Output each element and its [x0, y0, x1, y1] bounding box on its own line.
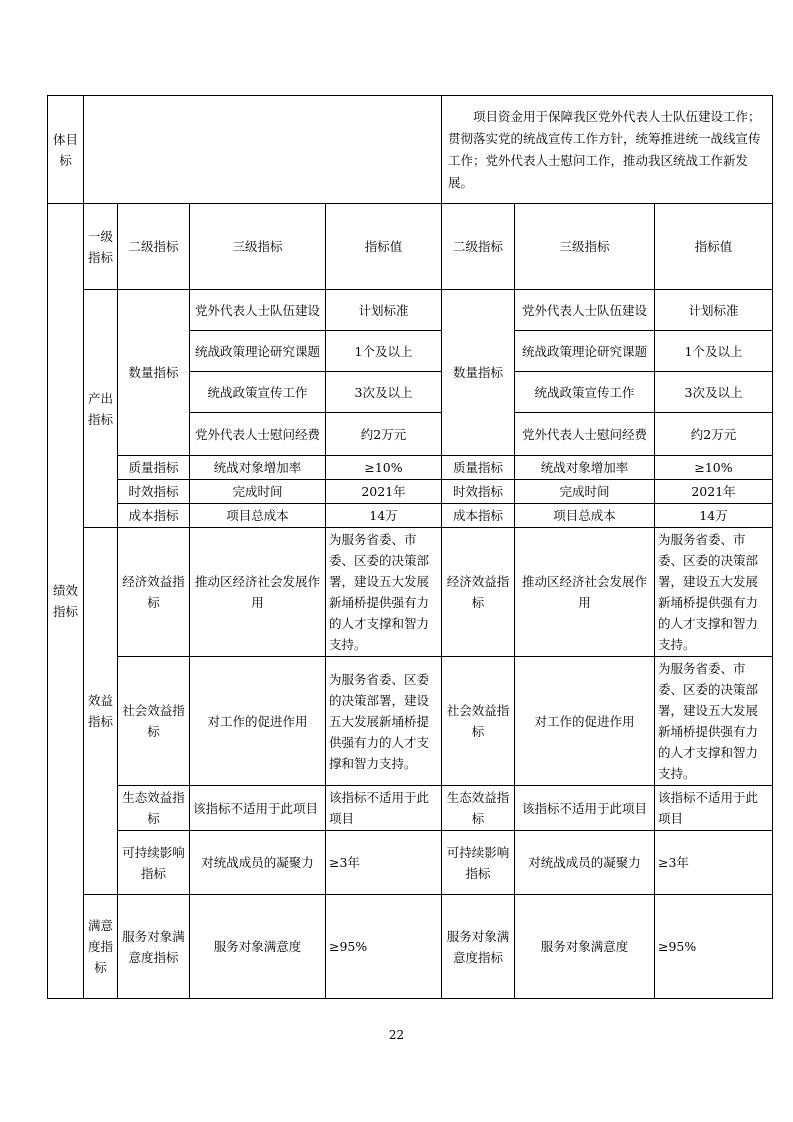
quantity-value-left: 计划标准 — [326, 290, 442, 331]
social-indicator-right: 对工作的促进作用 — [515, 657, 655, 786]
quality-indicator-right: 统战对象增加率 — [515, 456, 655, 480]
economic-label-left: 经济效益指标 — [118, 528, 190, 657]
table-row — [48, 480, 773, 504]
header-level2-left: 二级指标 — [118, 204, 190, 290]
table-row — [48, 290, 773, 331]
sustainable-indicator-left: 对统战成员的凝聚力 — [190, 831, 326, 895]
satisfaction-label-right: 服务对象满意度指标 — [442, 895, 515, 999]
header-level3-right: 三级指标 — [515, 204, 655, 290]
header-level3-left: 三级指标 — [190, 204, 326, 290]
overall-target-left-cell — [84, 96, 442, 204]
header-value-left: 指标值 — [326, 204, 442, 290]
quality-value-right: ≥10% — [655, 456, 773, 480]
economic-value-left: 为服务省委、市委、区委的决策部署，建设五大发展新埇桥提供强有力的人才支撑和智力支持。 — [326, 528, 442, 657]
quantity-indicator-left: 统战政策宣传工作 — [190, 372, 326, 413]
page-number: 22 — [388, 1028, 405, 1042]
timeliness-indicator-left: 完成时间 — [190, 480, 326, 504]
timeliness-indicator-right: 完成时间 — [515, 480, 655, 504]
social-indicator-left: 对工作的促进作用 — [190, 657, 326, 786]
ecological-value-right: 该指标不适用于此项目 — [655, 786, 773, 831]
table-row — [48, 504, 773, 528]
overall-target-right-cell: 项目资金用于保障我区党外代表人士队伍建设工作；贯彻落实党的统战宣传工作方针，统筹推进统一战线宣传工作；党外代表人士慰问工作，推动我区统战工作新发展。 — [442, 96, 773, 204]
satisfaction-indicator-left: 服务对象满意度 — [190, 895, 326, 999]
quality-label-right: 质量指标 — [442, 456, 515, 480]
sustainable-indicator-right: 对统战成员的凝聚力 — [515, 831, 655, 895]
table-row — [48, 831, 773, 895]
quantity-value-left: 约2万元 — [326, 413, 442, 456]
quantity-label-right: 数量指标 — [442, 290, 515, 456]
social-value-right: 为服务省委、市委、区委的决策部署，建设五大发展新埇桥提供强有力的人才支撑和智力支持。 — [655, 657, 773, 786]
table-row — [48, 456, 773, 480]
economic-indicator-left: 推动区经济社会发展作用 — [190, 528, 326, 657]
ecological-label-left: 生态效益指标 — [118, 786, 190, 831]
quantity-indicator-left: 统战政策理论研究课题 — [190, 331, 326, 372]
cost-indicator-right: 项目总成本 — [515, 504, 655, 528]
economic-label-right: 经济效益指标 — [442, 528, 515, 657]
satisfaction-label-left: 服务对象满意度指标 — [118, 895, 190, 999]
header-row — [48, 204, 773, 290]
sustainable-label-left: 可持续影响指标 — [118, 831, 190, 895]
ecological-value-left: 该指标不适用于此项目 — [326, 786, 442, 831]
sustainable-label-right: 可持续影响指标 — [442, 831, 515, 895]
header-value-right: 指标值 — [655, 204, 773, 290]
satisfaction-indicator-label: 满意度指标 — [84, 895, 118, 999]
economic-value-right: 为服务省委、市委、区委的决策部署，建设五大发展新埇桥提供强有力的人才支撑和智力支持。 — [655, 528, 773, 657]
social-value-left: 为服务省委、区委的决策部署，建设五大发展新埇桥提供强有力的人才支撑和智力支持。 — [326, 657, 442, 786]
overall-target-row — [48, 96, 773, 204]
quantity-indicator-right: 党外代表人士队伍建设 — [515, 290, 655, 331]
quantity-indicator-right: 统战政策理论研究课题 — [515, 331, 655, 372]
timeliness-label-left: 时效指标 — [118, 480, 190, 504]
header-level2-right: 二级指标 — [442, 204, 515, 290]
ecological-indicator-left: 该指标不适用于此项目 — [190, 786, 326, 831]
performance-table — [47, 95, 773, 999]
table-row — [48, 657, 773, 786]
cost-value-left: 14万 — [326, 504, 442, 528]
perf-section-label: 绩效指标 — [48, 204, 84, 999]
quantity-value-left: 1个及以上 — [326, 331, 442, 372]
quantity-indicator-right: 统战政策宣传工作 — [515, 372, 655, 413]
economic-indicator-right: 推动区经济社会发展作用 — [515, 528, 655, 657]
quantity-label-left: 数量指标 — [118, 290, 190, 456]
social-label-left: 社会效益指标 — [118, 657, 190, 786]
quantity-value-right: 3次及以上 — [655, 372, 773, 413]
quantity-value-right: 约2万元 — [655, 413, 773, 456]
ecological-indicator-right: 该指标不适用于此项目 — [515, 786, 655, 831]
quantity-value-right: 计划标准 — [655, 290, 773, 331]
sustainable-value-left: ≥3年 — [326, 831, 442, 895]
table-row — [48, 786, 773, 831]
cost-indicator-left: 项目总成本 — [190, 504, 326, 528]
cost-value-right: 14万 — [655, 504, 773, 528]
quality-label-left: 质量指标 — [118, 456, 190, 480]
overall-target-label: 体目标 — [48, 96, 84, 204]
social-label-right: 社会效益指标 — [442, 657, 515, 786]
timeliness-label-right: 时效指标 — [442, 480, 515, 504]
timeliness-value-right: 2021年 — [655, 480, 773, 504]
table-row — [48, 528, 773, 657]
cost-label-right: 成本指标 — [442, 504, 515, 528]
satisfaction-value-left: ≥95% — [326, 895, 442, 999]
sustainable-value-right: ≥3年 — [655, 831, 773, 895]
quantity-indicator-left: 党外代表人士慰问经费 — [190, 413, 326, 456]
quantity-indicator-right: 党外代表人士慰问经费 — [515, 413, 655, 456]
ecological-label-right: 生态效益指标 — [442, 786, 515, 831]
table-row — [48, 895, 773, 999]
cost-label-left: 成本指标 — [118, 504, 190, 528]
quantity-value-right: 1个及以上 — [655, 331, 773, 372]
quantity-indicator-left: 党外代表人士队伍建设 — [190, 290, 326, 331]
timeliness-value-left: 2021年 — [326, 480, 442, 504]
header-level1: 一级指标 — [84, 204, 118, 290]
satisfaction-indicator-right: 服务对象满意度 — [515, 895, 655, 999]
quality-indicator-left: 统战对象增加率 — [190, 456, 326, 480]
quality-value-left: ≥10% — [326, 456, 442, 480]
satisfaction-value-right: ≥95% — [655, 895, 773, 999]
quantity-value-left: 3次及以上 — [326, 372, 442, 413]
output-indicator-label: 产出指标 — [84, 290, 118, 528]
benefit-indicator-label: 效益指标 — [84, 528, 118, 895]
